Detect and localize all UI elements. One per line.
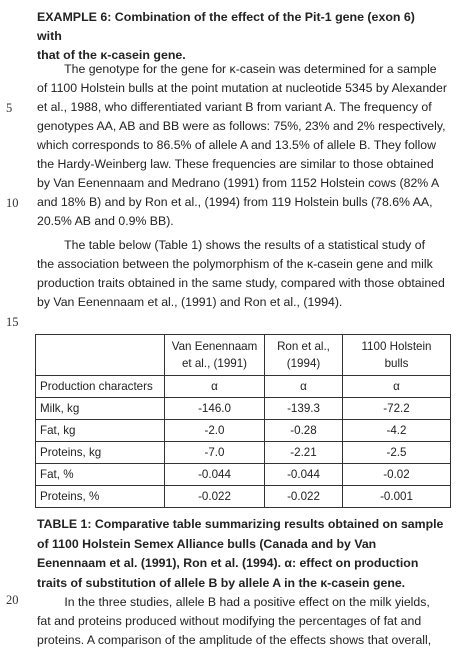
body-line: fat and proteins produced without modifying the percentages of fat and <box>37 614 422 628</box>
column-header <box>165 335 265 376</box>
body-line: by Van Eenennaam et al., (1991) and Ron et al., (1994). <box>37 295 343 309</box>
table-cell: -72.2 <box>343 398 451 420</box>
body-line: 20.5% AB and 0.9% BB). <box>37 214 174 228</box>
table-row <box>36 464 451 486</box>
table-cell: α <box>165 376 265 398</box>
table-caption <box>37 515 453 593</box>
column-header-line: 1100 Holstein <box>361 340 432 353</box>
row-label: Fat, kg <box>36 420 165 442</box>
table-cell: -0.28 <box>265 420 343 442</box>
row-label: Fat, % <box>36 464 165 486</box>
column-header-line: et al., (1991) <box>181 357 248 370</box>
table-row <box>36 442 451 464</box>
body-line: which corresponds to 86.5% of allele A and 13.5% of allele B. They follow <box>37 138 436 152</box>
caption-line: of 1100 Holstein Semex Alliance bulls (Canada and by Van <box>37 536 377 551</box>
comparison-table <box>35 334 451 508</box>
line-number: 10 <box>6 196 19 210</box>
column-header-line: bulls <box>384 357 409 370</box>
table-cell: -139.3 <box>265 398 343 420</box>
row-label: Proteins, kg <box>36 442 165 464</box>
table-row <box>36 398 451 420</box>
column-header <box>343 335 451 376</box>
caption-line: traits of substitution of allele B by allele A in the κ-casein gene. <box>37 575 406 590</box>
body-line: The table below (Table 1) shows the results of a statistical study of <box>37 238 425 252</box>
table-cell: -7.0 <box>165 442 265 464</box>
table-cell: -146.0 <box>165 398 265 420</box>
body-line: the association between the polymorphism of the κ-casein gene and milk <box>37 257 433 271</box>
column-header <box>265 335 343 376</box>
column-header-line: Ron et al., <box>277 340 330 353</box>
body-line: and 18% B) and by Ron et al., (1994) from 119 Holstein bulls (78.6% AA, <box>37 195 433 209</box>
table-cell: -0.044 <box>165 464 265 486</box>
table-cell: -0.001 <box>343 486 451 508</box>
body-line: In the three studies, allele B had a positive effect on the milk yields, <box>37 595 430 609</box>
body-line: genotypes AA, AB and BB were as follows: 75%, 23% and 2% respectively, <box>37 119 446 133</box>
column-header-line: (1994) <box>286 357 321 370</box>
column-header-line: Van Eenennaam <box>171 340 258 353</box>
table-row <box>36 420 451 442</box>
table-cell: -0.022 <box>265 486 343 508</box>
table-cell: -0.02 <box>343 464 451 486</box>
table-row <box>36 376 451 398</box>
row-label: Milk, kg <box>36 398 165 420</box>
caption-line: Eenennaam et al. (1991), Ron et al. (1994). α: effect on production <box>37 556 419 570</box>
body-line: The genotype for the gene for κ-casein was determined for a sample <box>37 62 437 76</box>
table-cell: -2.0 <box>165 420 265 442</box>
line-number: 15 <box>6 315 19 329</box>
row-label: Proteins, % <box>36 486 165 508</box>
body-line: production traits obtained in the same study, compared with those obtained <box>37 276 445 290</box>
table-row <box>36 486 451 508</box>
caption-line: TABLE 1: Comparative table summarizing results obtained on sample <box>37 517 444 531</box>
table-cell: -0.022 <box>165 486 265 508</box>
table-header-row <box>36 335 451 376</box>
body-line: by Van Eenennaam and Medrano (1991) from 1152 Holstein cows (82% A <box>37 176 440 190</box>
example-heading <box>37 8 442 65</box>
line-number: 20 <box>6 593 19 607</box>
table-cell: -2.5 <box>343 442 451 464</box>
body-line: et al., 1988, who differentiated variant B from variant A. The frequency of <box>37 100 432 114</box>
body-line: the Hardy-Weinberg law. These frequencies are similar to those obtained <box>37 157 434 171</box>
table-cell: -4.2 <box>343 420 451 442</box>
heading-line: that of the κ-casein gene. <box>37 48 186 62</box>
empty-header-cell <box>36 335 165 376</box>
body-line: of 1100 Holstein bulls at the point mutation at nucleotide 5345 by Alexander <box>37 81 447 95</box>
table-cell: α <box>265 376 343 398</box>
table-cell: -2.21 <box>265 442 343 464</box>
table-cell: -0.044 <box>265 464 343 486</box>
heading-line: EXAMPLE 6: Combination of the effect of the Pit-1 gene (exon 6) with <box>37 10 415 43</box>
body-line: proteins. A comparison of the amplitude of the effects shows that overall, <box>37 633 432 647</box>
row-label: Production characters <box>36 376 165 398</box>
table-cell: α <box>343 376 451 398</box>
line-number: 5 <box>6 101 13 115</box>
